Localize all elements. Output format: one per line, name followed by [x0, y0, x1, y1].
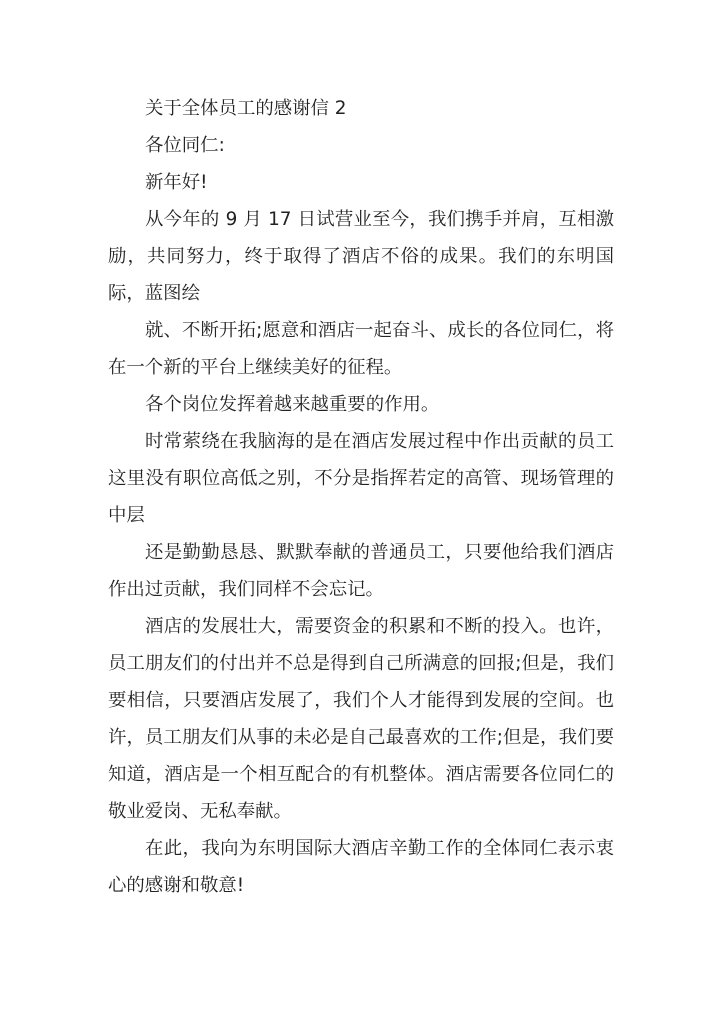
paragraph-4: 时常萦绕在我脑海的是在酒店发展过程中作出贡献的员工这里没有职位高低之别，不分是指挥若定的高管、现场管理的中层: [108, 431, 614, 526]
paragraph-2: 就、不断开拓;愿意和酒店一起奋斗、成长的各位同仁，将在一个新的平台上继续美好的征程。: [108, 320, 614, 378]
paragraph-3: 各个岗位发挥着越来越重要的作用。: [145, 394, 440, 415]
paragraph-1: 从今年的 9 月 17 日试营业至今，我们携手并肩，互相激励，共同努力，终于取得了酒店不俗的成果。我们的东明国际，蓝图绘: [108, 209, 614, 304]
paragraph-7: 在此，我向为东明国际大酒店辛勤工作的全体同仁表示衷心的感谢和敬意!: [108, 838, 614, 896]
letter-title: 关于全体员工的感谢信 2: [145, 98, 347, 119]
letter-salutation: 各位同仁:: [145, 135, 225, 156]
paragraph-6: 酒店的发展壮大，需要资金的积累和不断的投入。也许，员工朋友们的付出并不总是得到自己所满意的回报;但是，我们要相信，只要酒店发展了，我们个人才能得到发展的空间。也许，员工朋友们从事的未必是自己最喜欢的工作;但是，我们要知道，酒店是一个相互配合的有机整体。酒店需要各位同仁的敬业爱岗、无私奉献。: [108, 616, 614, 822]
letter-body: [108, 90, 614, 904]
letter-greeting: 新年好!: [145, 172, 208, 193]
paragraph-5: 还是勤勤恳恳、默默奉献的普通员工，只要他给我们酒店作出过贡献，我们同样不会忘记。: [108, 542, 614, 600]
